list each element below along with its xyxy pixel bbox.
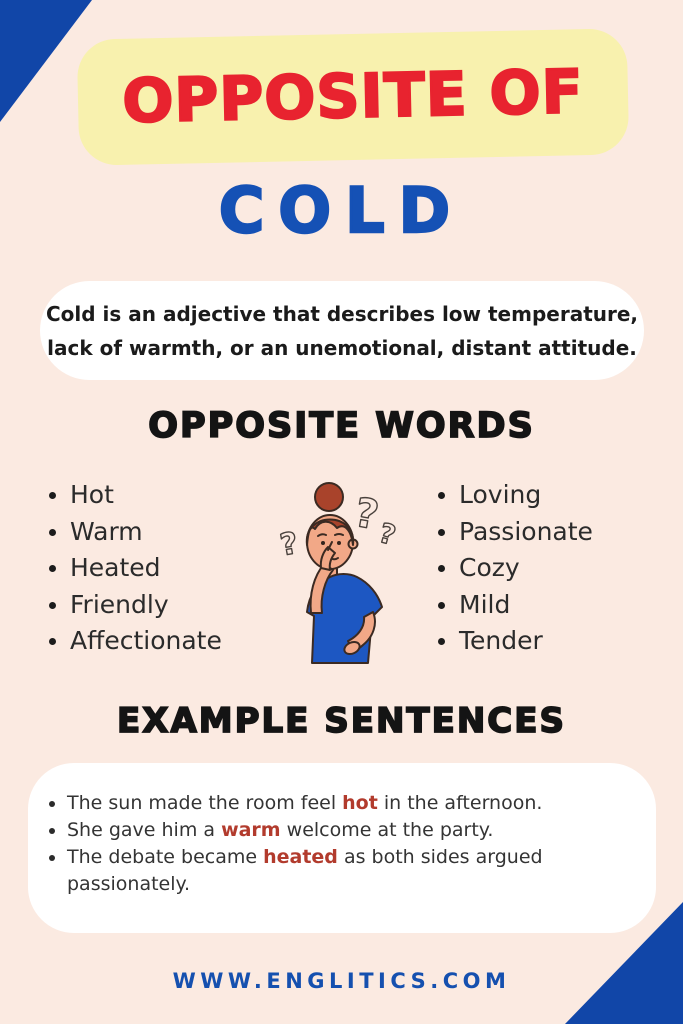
- definition-line-2: lack of warmth, or an unemotional, distant attitude.: [47, 335, 637, 360]
- thinking-person-illustration: [268, 466, 418, 668]
- title-badge: [77, 28, 630, 165]
- word-list-item: Mild: [436, 587, 593, 624]
- question-mark-icon: ?: [351, 489, 382, 540]
- eye: [321, 541, 325, 545]
- hair-bun: [315, 483, 343, 511]
- word-list-item: Tender: [436, 623, 593, 660]
- word-list-item: Loving: [436, 477, 593, 514]
- sentence-text: as both sides argued passionately.: [67, 846, 543, 895]
- word-list-item: Warm: [47, 514, 222, 551]
- opposite-words-heading: OPPOSITE WORDS: [148, 406, 535, 446]
- word-list-item: Cozy: [436, 550, 593, 587]
- example-sentence: [49, 817, 589, 844]
- word-list-item: Passionate: [436, 514, 593, 551]
- example-sentence: [49, 790, 589, 817]
- example-sentence: [49, 844, 589, 898]
- headword-cold: COLD: [218, 174, 465, 247]
- eyebrow: [335, 534, 343, 535]
- highlighted-word: hot: [342, 792, 378, 814]
- website-url: WWW.ENGLITICS.COM: [172, 969, 511, 993]
- question-mark-icon: ?: [277, 525, 301, 564]
- word-list-item: Friendly: [47, 587, 222, 624]
- word-list-item: Affectionate: [47, 623, 222, 660]
- example-sentences-card: [28, 763, 656, 933]
- sentence-text: in the afternoon.: [377, 792, 543, 814]
- opposite-words-left-list: [47, 477, 222, 660]
- definition-line-1: Cold is an adjective that describes low temperature,: [45, 301, 639, 326]
- opposite-words-right-list: [436, 477, 593, 660]
- example-sentence-list: [28, 763, 589, 898]
- sentence-text: The debate became: [67, 846, 264, 868]
- definition-card: [40, 281, 644, 380]
- sentence-text: welcome at the party.: [280, 819, 494, 841]
- word-list-item: Hot: [47, 477, 222, 514]
- sentence-text: She gave him a: [67, 819, 222, 841]
- word-list-item: Heated: [47, 550, 222, 587]
- highlighted-word: heated: [263, 846, 338, 868]
- poster-title: OPPOSITE OF: [121, 57, 585, 137]
- highlighted-word: warm: [221, 819, 281, 841]
- sentence-text: The sun made the room feel: [67, 792, 343, 814]
- example-sentences-heading: EXAMPLE SENTENCES: [117, 701, 566, 741]
- eye: [337, 541, 341, 545]
- question-mark-icon: ?: [375, 517, 399, 552]
